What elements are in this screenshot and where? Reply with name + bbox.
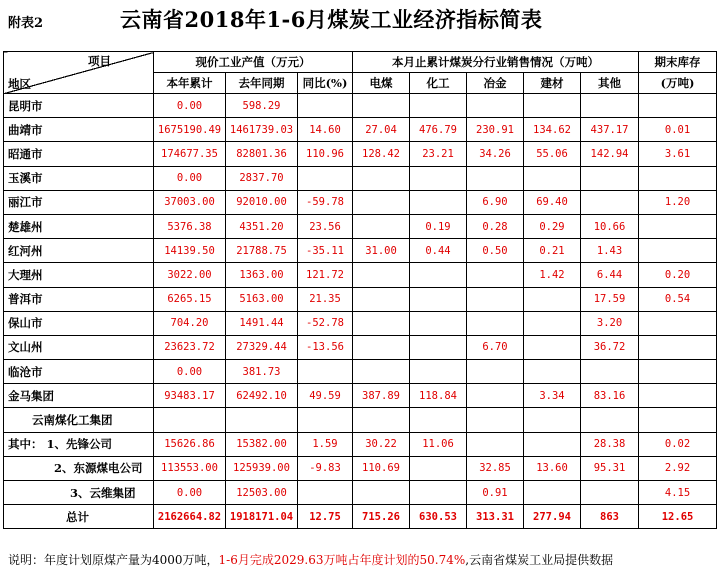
build-cell: 69.40 bbox=[524, 190, 581, 214]
yoy-cell: -52.78 bbox=[298, 311, 353, 335]
stock-cell bbox=[639, 360, 717, 384]
other-cell: 83.16 bbox=[581, 384, 639, 408]
yoy-cell: 49.59 bbox=[298, 384, 353, 408]
current-cell: 0.00 bbox=[154, 94, 226, 118]
table-row bbox=[4, 263, 717, 287]
footnote-prefix: 说明：年度计划原煤产量为4000万吨， bbox=[8, 553, 219, 567]
item-region-header-cell bbox=[4, 52, 154, 94]
chem-cell: 476.79 bbox=[410, 118, 467, 142]
region-cell: 普洱市 bbox=[4, 287, 154, 311]
build-cell: 13.60 bbox=[524, 456, 581, 480]
region-cell: 其中： 1、先锋公司 bbox=[4, 432, 154, 456]
metal-cell bbox=[467, 432, 524, 456]
chem-cell bbox=[410, 287, 467, 311]
power-cell bbox=[353, 94, 410, 118]
last-cell: 27329.44 bbox=[226, 335, 298, 359]
metal-cell: 0.91 bbox=[467, 481, 524, 505]
yoy-cell bbox=[298, 166, 353, 190]
other-cell: 6.44 bbox=[581, 263, 639, 287]
yoy-cell bbox=[298, 408, 353, 432]
build-cell bbox=[524, 287, 581, 311]
chem-cell bbox=[410, 408, 467, 432]
last-cell bbox=[226, 408, 298, 432]
last-cell: 1363.00 bbox=[226, 263, 298, 287]
stock-cell bbox=[639, 384, 717, 408]
build-cell: 0.29 bbox=[524, 214, 581, 238]
stock-cell: 12.65 bbox=[639, 505, 717, 529]
metal-cell: 230.91 bbox=[467, 118, 524, 142]
metal-cell: 32.85 bbox=[467, 456, 524, 480]
other-cell: 1.43 bbox=[581, 239, 639, 263]
power-cell bbox=[353, 408, 410, 432]
other-cell bbox=[581, 408, 639, 432]
power-cell: 128.42 bbox=[353, 142, 410, 166]
metal-cell: 313.31 bbox=[467, 505, 524, 529]
power-header: 电煤 bbox=[353, 73, 410, 94]
build-cell bbox=[524, 166, 581, 190]
table-row bbox=[4, 408, 717, 432]
footnote-highlight: 1-6月完成2029.63万吨占年度计划的50.74% bbox=[218, 553, 466, 567]
last-year-header: 去年同期 bbox=[226, 73, 298, 94]
stock-cell: 0.02 bbox=[639, 432, 717, 456]
region-cell: 曲靖市 bbox=[4, 118, 154, 142]
power-cell bbox=[353, 166, 410, 190]
sales-group-header: 本月止累计煤炭分行业销售情况（万吨） bbox=[353, 52, 639, 73]
other-cell bbox=[581, 360, 639, 384]
region-cell: 金马集团 bbox=[4, 384, 154, 408]
yoy-cell: 1.59 bbox=[298, 432, 353, 456]
chem-cell bbox=[410, 190, 467, 214]
last-cell: 125939.00 bbox=[226, 456, 298, 480]
chem-cell bbox=[410, 311, 467, 335]
stock-cell bbox=[639, 94, 717, 118]
stock-cell bbox=[639, 408, 717, 432]
last-cell: 4351.20 bbox=[226, 214, 298, 238]
last-cell: 15382.00 bbox=[226, 432, 298, 456]
stock-cell: 4.15 bbox=[639, 481, 717, 505]
table-row bbox=[4, 311, 717, 335]
metal-cell: 0.28 bbox=[467, 214, 524, 238]
metal-cell bbox=[467, 287, 524, 311]
power-cell: 30.22 bbox=[353, 432, 410, 456]
stock-group-header: 期末库存 bbox=[639, 52, 717, 73]
chem-cell bbox=[410, 94, 467, 118]
table-row bbox=[4, 166, 717, 190]
appendix-label: 附表2 bbox=[8, 16, 44, 31]
last-cell: 598.29 bbox=[226, 94, 298, 118]
current-header: 本年累计 bbox=[154, 73, 226, 94]
chem-cell: 118.84 bbox=[410, 384, 467, 408]
yoy-cell: 121.72 bbox=[298, 263, 353, 287]
table-row bbox=[4, 118, 717, 142]
stock-cell bbox=[639, 311, 717, 335]
power-cell bbox=[353, 214, 410, 238]
other-cell: 3.20 bbox=[581, 311, 639, 335]
header-row-1 bbox=[4, 52, 717, 73]
last-cell: 21788.75 bbox=[226, 239, 298, 263]
power-cell: 387.89 bbox=[353, 384, 410, 408]
region-cell: 楚雄州 bbox=[4, 214, 154, 238]
table-row bbox=[4, 239, 717, 263]
build-cell bbox=[524, 311, 581, 335]
metal-cell: 0.50 bbox=[467, 239, 524, 263]
region-cell: 丽江市 bbox=[4, 190, 154, 214]
stock-cell: 2.92 bbox=[639, 456, 717, 480]
power-cell bbox=[353, 360, 410, 384]
region-cell: 保山市 bbox=[4, 311, 154, 335]
metal-cell: 34.26 bbox=[467, 142, 524, 166]
power-cell bbox=[353, 263, 410, 287]
other-cell: 95.31 bbox=[581, 456, 639, 480]
region-cell: 2、东源煤电公司 bbox=[4, 456, 154, 480]
build-cell bbox=[524, 360, 581, 384]
table-row bbox=[4, 142, 717, 166]
chem-cell bbox=[410, 481, 467, 505]
stock-cell: 3.61 bbox=[639, 142, 717, 166]
stock-cell: 0.54 bbox=[639, 287, 717, 311]
build-cell bbox=[524, 94, 581, 118]
metal-cell bbox=[467, 166, 524, 190]
yoy-cell: -59.78 bbox=[298, 190, 353, 214]
yoy-cell: 12.75 bbox=[298, 505, 353, 529]
chem-cell: 11.06 bbox=[410, 432, 467, 456]
build-cell: 3.34 bbox=[524, 384, 581, 408]
stock-unit-header: (万吨) bbox=[639, 73, 717, 94]
table-row bbox=[4, 335, 717, 359]
power-cell bbox=[353, 335, 410, 359]
region-cell: 昆明市 bbox=[4, 94, 154, 118]
output-group-header: 现价工业产值（万元） bbox=[154, 52, 353, 73]
metal-cell bbox=[467, 384, 524, 408]
chem-cell: 23.21 bbox=[410, 142, 467, 166]
build-cell: 0.21 bbox=[524, 239, 581, 263]
stock-cell: 0.20 bbox=[639, 263, 717, 287]
stock-cell: 0.01 bbox=[639, 118, 717, 142]
yoy-header: 同比(%) bbox=[298, 73, 353, 94]
build-cell: 134.62 bbox=[524, 118, 581, 142]
current-cell: 14139.50 bbox=[154, 239, 226, 263]
current-cell: 0.00 bbox=[154, 481, 226, 505]
metal-cell bbox=[467, 360, 524, 384]
build-cell bbox=[524, 335, 581, 359]
yoy-cell: -13.56 bbox=[298, 335, 353, 359]
metal-cell: 6.90 bbox=[467, 190, 524, 214]
last-cell: 1918171.04 bbox=[226, 505, 298, 529]
chem-cell: 0.19 bbox=[410, 214, 467, 238]
current-cell: 0.00 bbox=[154, 360, 226, 384]
power-cell bbox=[353, 311, 410, 335]
metal-cell bbox=[467, 263, 524, 287]
stock-cell bbox=[639, 214, 717, 238]
stock-cell bbox=[639, 239, 717, 263]
table-row bbox=[4, 456, 717, 480]
last-cell: 2837.70 bbox=[226, 166, 298, 190]
region-cell: 玉溪市 bbox=[4, 166, 154, 190]
metal-cell: 6.70 bbox=[467, 335, 524, 359]
item-header: 项目 bbox=[88, 54, 111, 68]
current-cell: 704.20 bbox=[154, 311, 226, 335]
last-cell: 5163.00 bbox=[226, 287, 298, 311]
metal-cell bbox=[467, 311, 524, 335]
other-cell bbox=[581, 481, 639, 505]
table-row bbox=[4, 360, 717, 384]
stock-cell bbox=[639, 335, 717, 359]
metal-cell bbox=[467, 94, 524, 118]
other-cell: 17.59 bbox=[581, 287, 639, 311]
other-cell: 28.38 bbox=[581, 432, 639, 456]
build-cell bbox=[524, 481, 581, 505]
current-cell: 93483.17 bbox=[154, 384, 226, 408]
last-cell: 12503.00 bbox=[226, 481, 298, 505]
yoy-cell bbox=[298, 94, 353, 118]
last-cell: 1461739.03 bbox=[226, 118, 298, 142]
yoy-cell: 14.60 bbox=[298, 118, 353, 142]
current-cell bbox=[154, 408, 226, 432]
yoy-cell: 21.35 bbox=[298, 287, 353, 311]
build-cell: 277.94 bbox=[524, 505, 581, 529]
table-row bbox=[4, 287, 717, 311]
footnote bbox=[8, 551, 613, 568]
region-cell: 大理州 bbox=[4, 263, 154, 287]
last-cell: 1491.44 bbox=[226, 311, 298, 335]
current-cell: 174677.35 bbox=[154, 142, 226, 166]
current-cell: 1675190.49 bbox=[154, 118, 226, 142]
current-cell: 6265.15 bbox=[154, 287, 226, 311]
region-cell: 红河州 bbox=[4, 239, 154, 263]
current-cell: 15626.86 bbox=[154, 432, 226, 456]
yoy-cell: 110.96 bbox=[298, 142, 353, 166]
power-cell: 31.00 bbox=[353, 239, 410, 263]
chem-cell bbox=[410, 166, 467, 190]
table-row bbox=[4, 481, 717, 505]
table-row bbox=[4, 505, 717, 529]
last-cell: 92010.00 bbox=[226, 190, 298, 214]
chem-cell: 0.44 bbox=[410, 239, 467, 263]
other-cell: 437.17 bbox=[581, 118, 639, 142]
table-row bbox=[4, 94, 717, 118]
stock-cell bbox=[639, 166, 717, 190]
build-cell bbox=[524, 432, 581, 456]
power-cell: 27.04 bbox=[353, 118, 410, 142]
page-title: 云南省2018年1-6月煤炭工业经济指标简表 bbox=[120, 7, 543, 32]
other-cell bbox=[581, 94, 639, 118]
table-row bbox=[4, 432, 717, 456]
current-cell: 23623.72 bbox=[154, 335, 226, 359]
power-cell: 110.69 bbox=[353, 456, 410, 480]
power-cell bbox=[353, 481, 410, 505]
chem-cell: 630.53 bbox=[410, 505, 467, 529]
power-cell: 715.26 bbox=[353, 505, 410, 529]
table-row bbox=[4, 214, 717, 238]
metallurgy-header: 冶金 bbox=[467, 73, 524, 94]
last-cell: 62492.10 bbox=[226, 384, 298, 408]
current-cell: 113553.00 bbox=[154, 456, 226, 480]
yoy-cell: -9.83 bbox=[298, 456, 353, 480]
other-cell bbox=[581, 190, 639, 214]
yoy-cell bbox=[298, 481, 353, 505]
region-cell: 总计 bbox=[4, 505, 154, 529]
chem-cell bbox=[410, 360, 467, 384]
other-header: 其他 bbox=[581, 73, 639, 94]
current-cell: 3022.00 bbox=[154, 263, 226, 287]
footnote-suffix: ,云南省煤炭工业局提供数据 bbox=[465, 553, 614, 567]
build-cell: 55.06 bbox=[524, 142, 581, 166]
chem-cell bbox=[410, 263, 467, 287]
current-cell: 37003.00 bbox=[154, 190, 226, 214]
other-cell: 10.66 bbox=[581, 214, 639, 238]
other-cell: 863 bbox=[581, 505, 639, 529]
region-cell: 文山州 bbox=[4, 335, 154, 359]
other-cell: 142.94 bbox=[581, 142, 639, 166]
power-cell bbox=[353, 287, 410, 311]
chemical-header: 化工 bbox=[410, 73, 467, 94]
table-row bbox=[4, 384, 717, 408]
region-cell: 昭通市 bbox=[4, 142, 154, 166]
yoy-cell: 23.56 bbox=[298, 214, 353, 238]
build-cell: 1.42 bbox=[524, 263, 581, 287]
region-cell: 临沧市 bbox=[4, 360, 154, 384]
current-cell: 2162664.82 bbox=[154, 505, 226, 529]
indicator-table bbox=[3, 51, 717, 529]
region-cell: 3、云维集团 bbox=[4, 481, 154, 505]
stock-cell: 1.20 bbox=[639, 190, 717, 214]
current-cell: 0.00 bbox=[154, 166, 226, 190]
other-cell bbox=[581, 166, 639, 190]
build-cell bbox=[524, 408, 581, 432]
region-cell: 云南煤化工集团 bbox=[4, 408, 154, 432]
yoy-cell bbox=[298, 360, 353, 384]
other-cell: 36.72 bbox=[581, 335, 639, 359]
metal-cell bbox=[467, 408, 524, 432]
chem-cell bbox=[410, 456, 467, 480]
chem-cell bbox=[410, 335, 467, 359]
yoy-cell: -35.11 bbox=[298, 239, 353, 263]
current-cell: 5376.38 bbox=[154, 214, 226, 238]
last-cell: 82801.36 bbox=[226, 142, 298, 166]
table-row bbox=[4, 190, 717, 214]
last-cell: 381.73 bbox=[226, 360, 298, 384]
building-header: 建材 bbox=[524, 73, 581, 94]
power-cell bbox=[353, 190, 410, 214]
region-header: 地区 bbox=[8, 77, 31, 91]
